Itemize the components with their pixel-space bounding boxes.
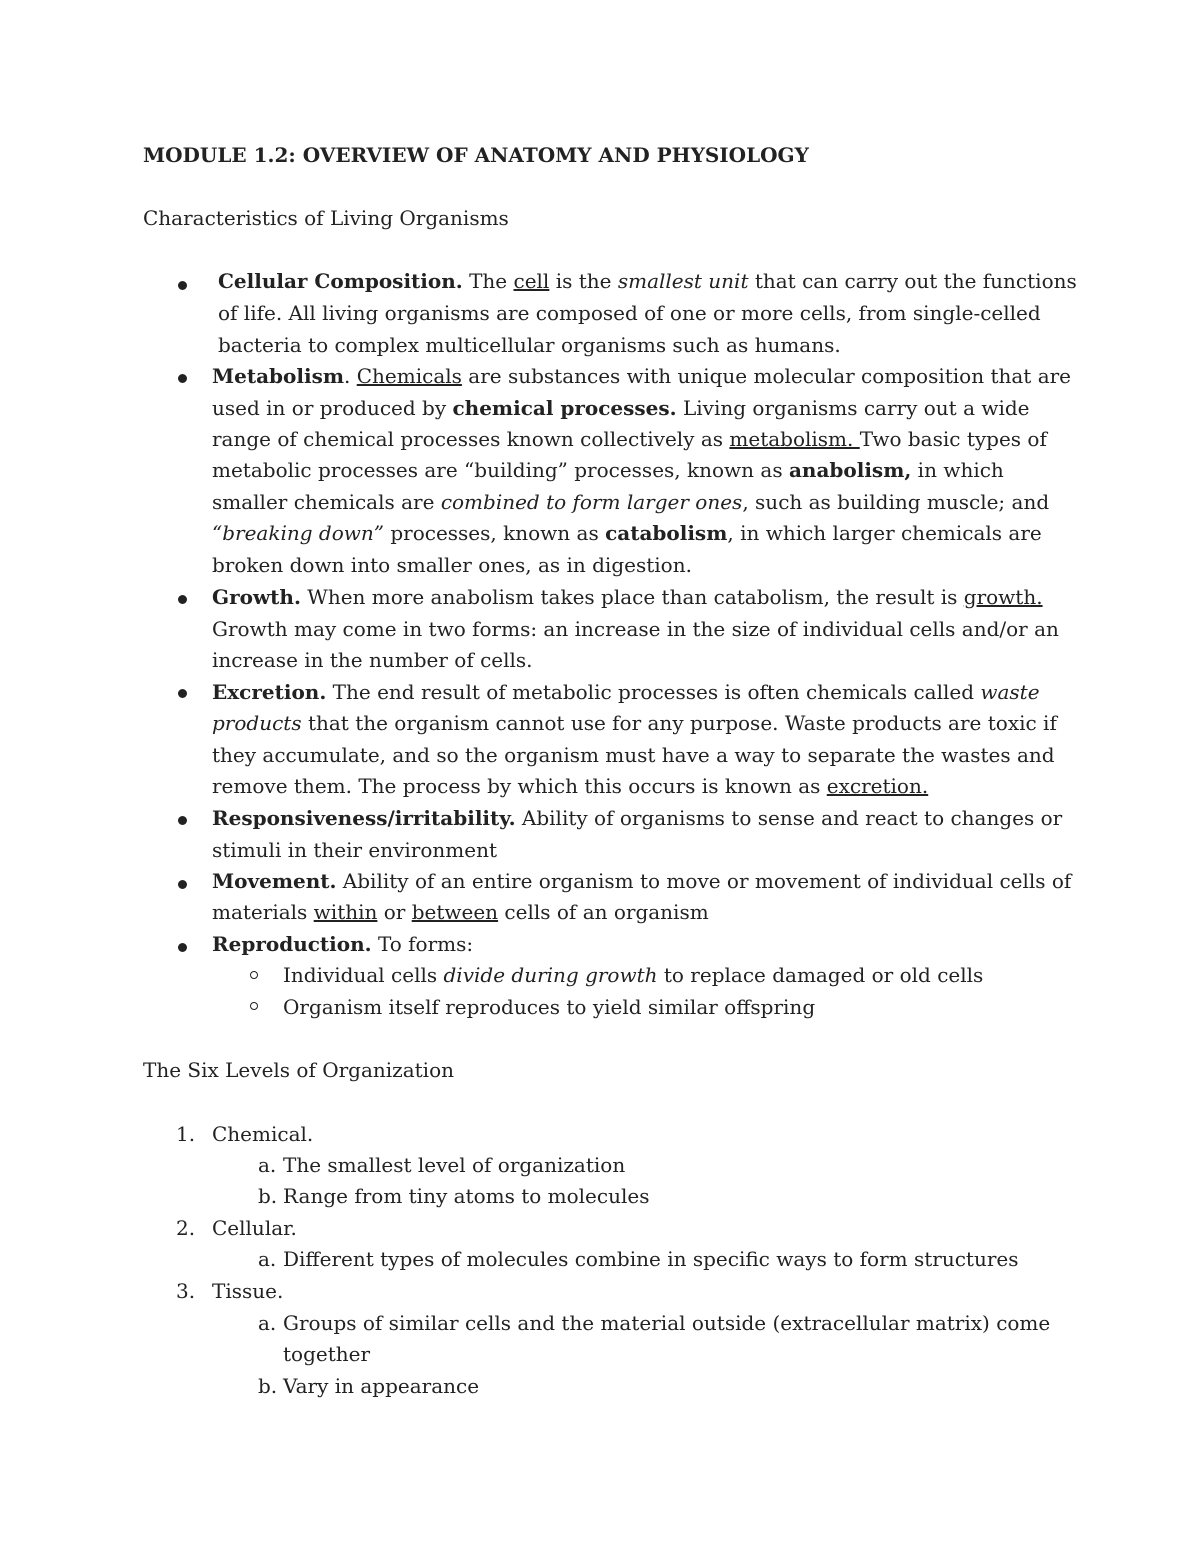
emphasis: “breaking down” xyxy=(212,521,384,545)
emphasis: smallest unit xyxy=(617,269,749,293)
text-line xyxy=(212,708,1057,739)
text: Two basic types of xyxy=(859,427,1047,451)
text: are substances with unique molecular composition that are xyxy=(461,364,1072,388)
text: processes, known as xyxy=(383,521,606,545)
sub-list-item: Organism itself reproduces to yield similar offspring xyxy=(283,995,816,1019)
list-letter: b. xyxy=(258,1374,278,1398)
term-metabolism: Metabolism xyxy=(212,364,345,388)
text-line xyxy=(212,487,1049,518)
text: The end result of metabolic processes is often chemicals called xyxy=(326,680,981,704)
text: materials xyxy=(212,900,314,924)
bullet-marker xyxy=(178,880,187,889)
text: , such as building muscle; and xyxy=(742,490,1050,514)
text: used in or produced by xyxy=(212,396,453,420)
section-heading-levels: The Six Levels of Organization xyxy=(143,1058,454,1082)
list-letter: b. xyxy=(258,1184,278,1208)
list-number: 1. xyxy=(176,1122,196,1146)
term-excretion: Excretion. xyxy=(212,680,327,704)
text-line xyxy=(212,424,1047,455)
section-heading-characteristics: Characteristics of Living Organisms xyxy=(143,206,509,230)
text-line: Growth may come in two forms: an increase in the size of individual cells and/or an xyxy=(212,617,1059,641)
level-detail: The smallest level of organization xyxy=(283,1153,626,1177)
emphasis: waste xyxy=(980,680,1040,704)
text-line xyxy=(212,518,1042,549)
text-line: increase in the number of cells. xyxy=(212,648,533,672)
term-growth: Growth. xyxy=(212,585,301,609)
text: Ability of organisms to sense and react to changes or xyxy=(515,806,1063,830)
term-excretion-underlined: excretion. xyxy=(826,774,929,798)
text: Individual cells xyxy=(283,963,444,987)
term-chemical-processes: chemical processes. xyxy=(452,396,677,420)
text: is the xyxy=(549,269,618,293)
term-movement: Movement. xyxy=(212,869,337,893)
term-anabolism: anabolism, xyxy=(788,458,912,482)
sub-bullet-marker xyxy=(250,971,258,979)
list-letter: a. xyxy=(258,1311,277,1335)
text: , in which larger chemicals are xyxy=(727,521,1042,545)
text: To forms: xyxy=(371,932,474,956)
text-line: they accumulate, and so the organism must have a way to separate the wastes and xyxy=(212,743,1055,767)
term-responsiveness: Responsiveness/irritability. xyxy=(212,806,516,830)
text: or xyxy=(377,900,412,924)
bullet-marker xyxy=(178,943,187,952)
level-detail: Vary in appearance xyxy=(283,1374,480,1398)
term-reproduction: Reproduction. xyxy=(212,932,372,956)
list-item-growth xyxy=(212,582,1043,613)
level-detail: Groups of similar cells and the material outside (extracellular matrix) come xyxy=(283,1311,1051,1335)
text-line: broken down into smaller ones, as in digestion. xyxy=(212,553,692,577)
list-number: 3. xyxy=(176,1279,196,1303)
term-growth-underlined: growth. xyxy=(963,585,1043,609)
page-title: MODULE 1.2: OVERVIEW OF ANATOMY AND PHYSIOLOGY xyxy=(143,143,809,167)
term-metabolism-underlined: metabolism. xyxy=(729,427,860,451)
text: Living organisms carry out a wide xyxy=(676,396,1030,420)
text: cells of an organism xyxy=(498,900,709,924)
bullet-marker xyxy=(178,281,187,290)
list-letter: a. xyxy=(258,1153,277,1177)
text: Ability of an entire organism to move or movement of individual cells of xyxy=(336,869,1072,893)
term-chemicals: Chemicals xyxy=(356,364,462,388)
list-letter: a. xyxy=(258,1247,277,1271)
bullet-marker xyxy=(178,595,187,604)
list-number: 2. xyxy=(176,1216,196,1240)
emphasis: combined to form larger ones xyxy=(440,490,743,514)
text: in which xyxy=(911,458,1004,482)
text-line: of life. All living organisms are composed of one or more cells, from single-celled xyxy=(218,301,1041,325)
list-item-responsiveness xyxy=(212,803,1062,834)
level-chemical: Chemical. xyxy=(212,1122,314,1146)
list-item-reproduction xyxy=(212,929,473,960)
text-line xyxy=(212,393,1030,424)
text: When more anabolism takes place than catabolism, the result is xyxy=(300,585,964,609)
emphasis: divide during growth xyxy=(443,963,658,987)
text: The xyxy=(469,269,514,293)
level-cellular: Cellular. xyxy=(212,1216,297,1240)
bullet-marker xyxy=(178,816,187,825)
text-line: bacteria to complex multicellular organisms such as humans. xyxy=(218,333,841,357)
text: that can carry out the functions xyxy=(748,269,1077,293)
text: smaller chemicals are xyxy=(212,490,441,514)
list-item-metabolism xyxy=(212,361,1071,392)
term-cellular-composition: Cellular Composition. xyxy=(218,269,463,293)
sub-list-item xyxy=(283,960,983,991)
text-line: stimuli in their environment xyxy=(212,838,498,862)
text: remove them. The process by which this occurs is known as xyxy=(212,774,827,798)
text: to replace damaged or old cells xyxy=(657,963,984,987)
text: range of chemical processes known collectively as xyxy=(212,427,730,451)
level-detail: Different types of molecules combine in specific ways to form structures xyxy=(283,1247,1019,1271)
sub-bullet-marker xyxy=(250,1002,258,1010)
level-tissue: Tissue. xyxy=(212,1279,284,1303)
text-line xyxy=(212,771,928,802)
term-within: within xyxy=(313,900,378,924)
bullet-marker xyxy=(178,374,187,383)
level-detail-continued: together xyxy=(283,1342,371,1366)
term-between: between xyxy=(411,900,499,924)
emphasis: products xyxy=(212,711,302,735)
text-line xyxy=(212,455,1004,486)
text: metabolic processes are “building” processes, known as xyxy=(212,458,789,482)
list-item-excretion xyxy=(212,677,1040,708)
term-cell: cell xyxy=(513,269,550,293)
text: . xyxy=(344,364,357,388)
text-line xyxy=(212,897,709,928)
bullet-marker xyxy=(178,689,187,698)
level-detail: Range from tiny atoms to molecules xyxy=(283,1184,650,1208)
text: that the organism cannot use for any purpose. Waste products are toxic if xyxy=(301,711,1057,735)
term-catabolism: catabolism xyxy=(605,521,728,545)
list-item-cellular-composition xyxy=(218,266,1077,297)
list-item-movement xyxy=(212,866,1071,897)
